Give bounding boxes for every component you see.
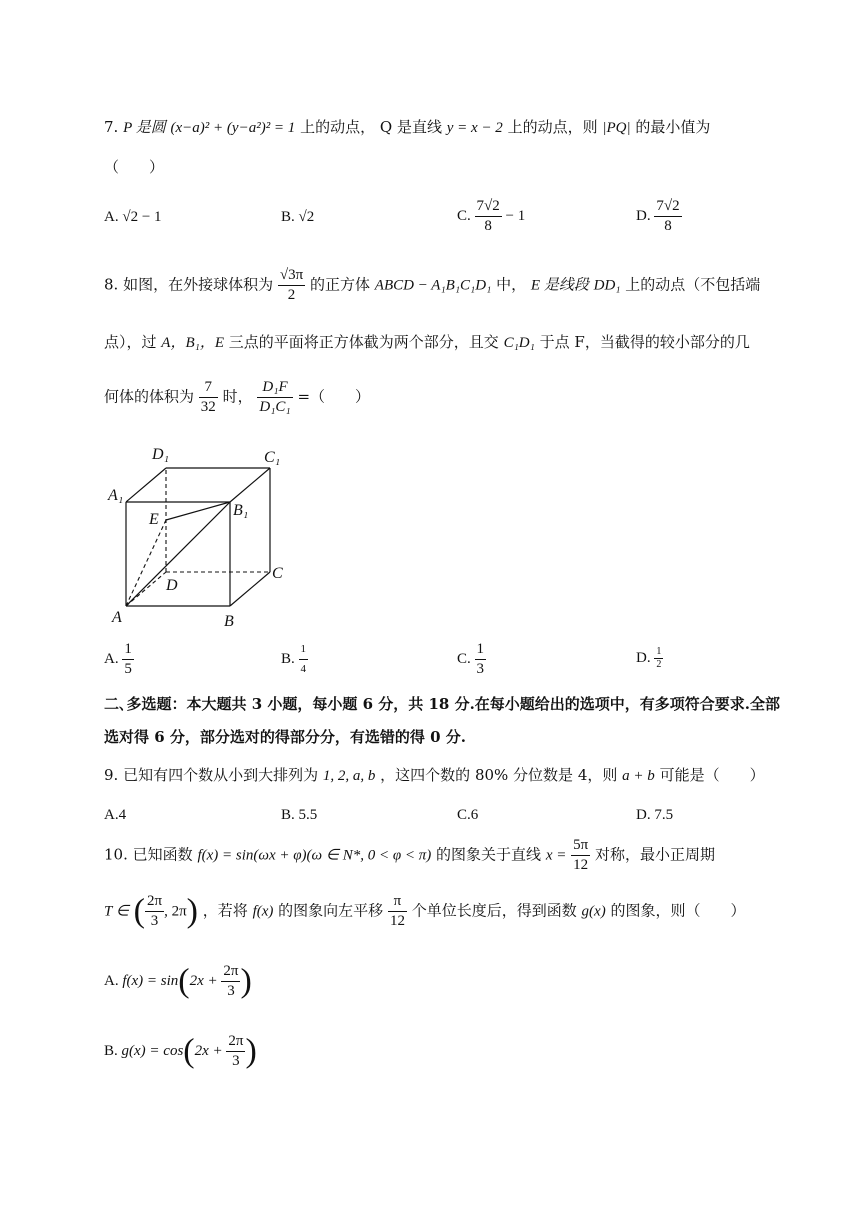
cube-figure bbox=[100, 440, 300, 640]
q7-option-c[interactable]: C. $\frac{7√2}{8}$ − 1 bbox=[457, 198, 526, 234]
label-e: E bbox=[149, 511, 159, 528]
q8-stem-line3: 何体的体积为 $\frac{7}{32}$ 时， $\frac{\text{D₁F}}{\text{D₁C₁}}$ =（ ） bbox=[104, 379, 371, 415]
q8-volume-fraction: $\frac{7}{32}$ bbox=[200, 379, 216, 415]
q7-number: 7. bbox=[104, 118, 119, 136]
q8-stem-line2: 点），过 A，B₁，E 三点的平面将正方体截为两个部分，且交 C₁D₁ 于点 F，当截得的较小部分的几 bbox=[104, 333, 750, 351]
q7-option-c-fraction: $\frac{7√2}{8}$ bbox=[476, 198, 500, 234]
q10-option-a[interactable]: A. f(x) = sin(2x + $\frac{2\pi}{3}$ ) bbox=[104, 962, 252, 1000]
q7-option-d[interactable]: D. $\frac{7√2}{8}$ bbox=[636, 198, 680, 234]
q8-option-c[interactable]: C. $\frac{1}{3}$ bbox=[457, 641, 485, 677]
q10-period-lower: $\frac{2\pi}{3}$ bbox=[147, 893, 163, 929]
edge-ad-hidden bbox=[126, 572, 166, 606]
q8-option-a[interactable]: A. $\frac{1}{5}$ bbox=[104, 641, 132, 677]
q7-circle-equation: (x−a)² + (y−a²)² = 1 bbox=[170, 120, 296, 136]
q10-stem-line2: T ∈ ( $\frac{2\pi}{3}$ , 2π) ，若将 f(x) 的图象向左平移 $\frac{\pi}{12}$ 个单位长度后，得到函数 g(x) 的图象，则（ ） bbox=[104, 892, 746, 930]
q10-shift: $\frac{\pi}{12}$ bbox=[389, 893, 405, 929]
edge-a1d1 bbox=[126, 468, 166, 502]
q8-ratio-fraction: $\frac{\text{D₁F}}{\text{D₁C₁}}$ bbox=[259, 379, 291, 415]
section2-header-line1: 二､多选题：本大题共 3 小题，每小题 6 分，共 18 分.在每小题给出的选项中，有多项符合要求.全部 bbox=[104, 695, 781, 713]
edge-bc bbox=[230, 572, 270, 606]
q9-option-b[interactable]: B. 5.5 bbox=[281, 807, 318, 823]
label-a1: A₁ bbox=[108, 487, 124, 504]
segment-ae-hidden bbox=[126, 520, 166, 606]
q8-sphere-volume: $\frac{√3\pi}{2}$ bbox=[279, 267, 304, 303]
q10-number: 10. bbox=[104, 845, 128, 864]
label-a: A bbox=[112, 609, 122, 626]
diagonal-ab1 bbox=[126, 502, 230, 606]
label-d1: D₁ bbox=[152, 446, 170, 463]
q7-blank: （ ） bbox=[104, 158, 165, 176]
q7-option-d-fraction: $\frac{7√2}{8}$ bbox=[656, 198, 680, 234]
label-b: B bbox=[224, 613, 234, 630]
section2-header-line2: 选对得 6 分，部分选对的得部分分，有选错的得 0 分. bbox=[104, 728, 466, 746]
q9-option-c[interactable]: C.6 bbox=[457, 807, 479, 823]
q8-option-d[interactable]: D. $\frac{1}{2}$ bbox=[636, 646, 662, 670]
q9-option-a[interactable]: A.4 bbox=[104, 807, 127, 823]
q8-number: 8. bbox=[104, 275, 119, 294]
edge-b1c1 bbox=[230, 468, 270, 502]
label-c: C bbox=[272, 565, 283, 582]
label-b1: B₁ bbox=[233, 502, 249, 519]
q10-stem-line1: 10. 已知函数 f(x) = sin(ωx + φ)(ω ∈ N*, 0 < φ < π) 的图象关于直线 x = $\frac{5\pi}{12}$ 对称，最小正周期 bbox=[104, 837, 716, 873]
q10-symmetry-axis: $\frac{5\pi}{12}$ bbox=[573, 837, 589, 873]
q9-option-d[interactable]: D. 7.5 bbox=[636, 807, 674, 823]
label-d: D bbox=[166, 577, 178, 594]
q7-option-a[interactable]: A. √2 − 1 bbox=[104, 209, 162, 225]
q7-line-equation: y = x − 2 bbox=[446, 120, 503, 136]
q10-option-b[interactable]: B. g(x) = cos(2x + $\frac{2\pi}{3}$ ) bbox=[104, 1032, 257, 1070]
q9-number: 9. bbox=[104, 766, 119, 784]
q7-stem: 7. P 是圆 (x−a)² + (y−a²)² = 1 上的动点， Q 是直线 y = x − 2 上的动点，则 |PQ| 的最小值为 bbox=[104, 118, 711, 136]
q8-option-b[interactable]: B. $\frac{1}{4}$ bbox=[281, 640, 308, 679]
label-c1: C₁ bbox=[264, 449, 281, 466]
q8-stem-line1: 8. 如图，在外接球体积为 $\frac{√3\pi}{2}$ 的正方体 ABCD − A₁B₁C₁D₁ 中， E 是线段 DD₁ 上的动点（不包括端 bbox=[104, 267, 761, 303]
q7-option-b[interactable]: B. √2 bbox=[281, 209, 315, 225]
q9-stem: 9. 已知有四个数从小到大排列为 1, 2, a, b ，这四个数的 80% 分位数是 4，则 a + b 可能是（ ） bbox=[104, 766, 765, 784]
